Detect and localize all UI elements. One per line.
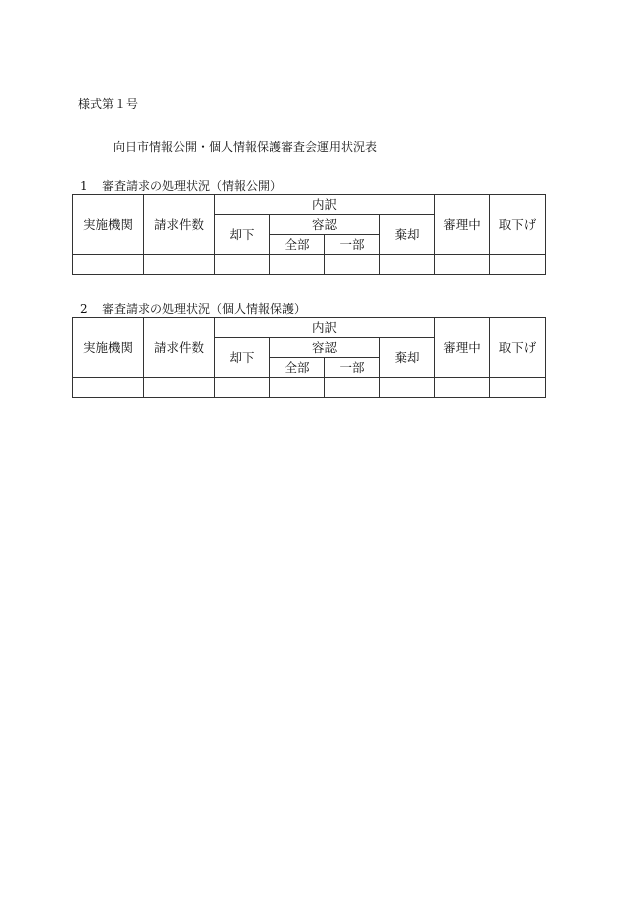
privacy-status-table: [72, 317, 546, 398]
cell-approval-full: [270, 255, 325, 275]
header-request-count: 請求件数: [144, 195, 215, 255]
header-request-count: 請求件数: [144, 318, 215, 378]
header-approval-partial: 一部: [325, 235, 380, 255]
section-2-heading: [80, 300, 306, 317]
form-number: 様式第１号: [78, 97, 139, 111]
header-under-review: 審理中: [435, 318, 490, 378]
disclosure-status-table: [72, 194, 546, 275]
section-1-title: 審査請求の処理状況（情報公開）: [102, 179, 283, 193]
cell-request-count: [144, 255, 215, 275]
header-dismissal: 却下: [215, 215, 270, 255]
header-approval-full: 全部: [270, 358, 325, 378]
header-approval-partial: 一部: [325, 358, 380, 378]
cell-withdrawal: [490, 378, 546, 398]
cell-agency: [73, 378, 144, 398]
header-agency: 実施機関: [73, 195, 144, 255]
header-rejection: 棄却: [380, 338, 435, 378]
cell-approval-partial: [325, 378, 380, 398]
header-approval-full: 全部: [270, 235, 325, 255]
cell-dismissal: [215, 255, 270, 275]
header-dismissal: 却下: [215, 338, 270, 378]
table-row: [73, 378, 546, 398]
cell-under-review: [435, 378, 490, 398]
header-breakdown: 内訳: [215, 195, 435, 215]
section-2-title: 審査請求の処理状況（個人情報保護）: [102, 302, 307, 316]
cell-withdrawal: [490, 255, 546, 275]
cell-under-review: [435, 255, 490, 275]
cell-approval-partial: [325, 255, 380, 275]
cell-request-count: [144, 378, 215, 398]
header-withdrawal: 取下げ: [490, 195, 546, 255]
header-approval: 容認: [270, 215, 380, 235]
section-1-heading: [80, 177, 282, 194]
header-approval: 容認: [270, 338, 380, 358]
table-row: [73, 255, 546, 275]
header-agency: 実施機関: [73, 318, 144, 378]
section-1-number: 1: [80, 179, 88, 193]
header-rejection: 棄却: [380, 215, 435, 255]
cell-approval-full: [270, 378, 325, 398]
document-title: 向日市情報公開・個人情報保護審査会運用状況表: [113, 140, 378, 154]
header-under-review: 審理中: [435, 195, 490, 255]
cell-dismissal: [215, 378, 270, 398]
cell-agency: [73, 255, 144, 275]
header-withdrawal: 取下げ: [490, 318, 546, 378]
header-breakdown: 内訳: [215, 318, 435, 338]
cell-rejection: [380, 255, 435, 275]
cell-rejection: [380, 378, 435, 398]
section-2-number: 2: [80, 302, 88, 316]
